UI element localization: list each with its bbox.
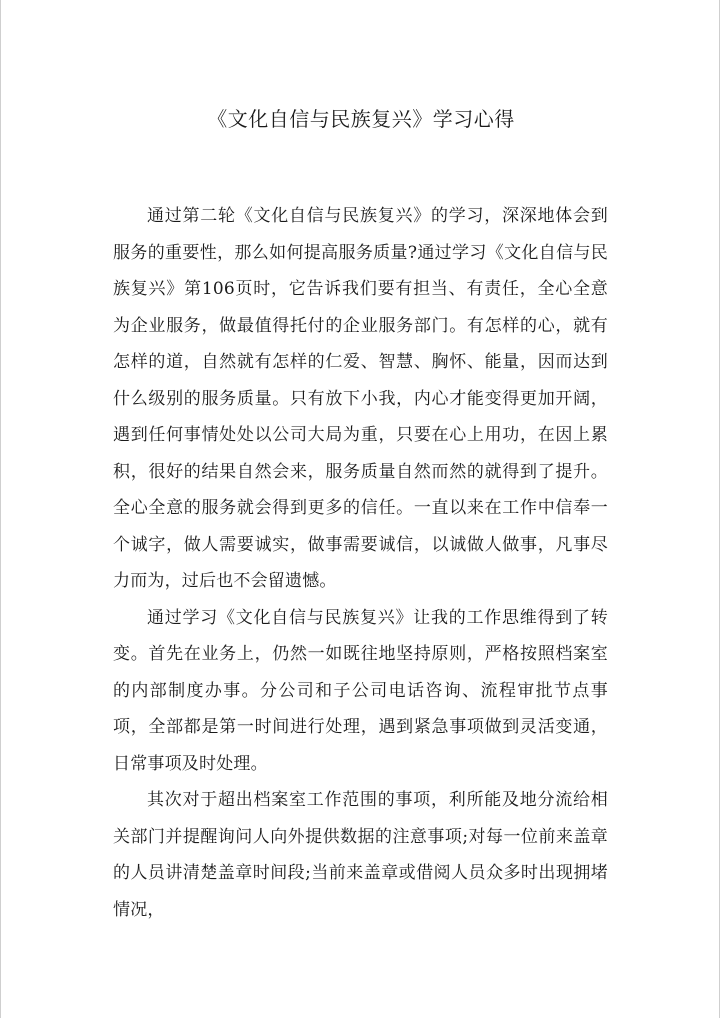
document-title: 《文化自信与民族复兴》学习心得 (207, 107, 515, 131)
paragraph-2: 通过学习《文化自信与民族复兴》让我的工作思维得到了转变。首先在业务上，仍然一如既往地坚持原则，严格按照档案室的内部制度办事。分公司和子公司电话咨询、流程审批节点事项，全部都是第一时间进行处理，遇到紧急事项做到灵活变通，日常事项及时处理。 (113, 607, 608, 774)
paragraph-1: 通过第二轮《文化自信与民族复兴》的学习，深深地体会到服务的重要性，那么如何提高服务质量?通过学习《文化自信与民族复兴》第106页时，它告诉我们要有担当、有责任，全心全意为企业服务，做最值得托付的企业服务部门。有怎样的心，就有怎样的道，自然就有怎样的仁爱、智慧、胸怀、能量，因而达到什么级别的服务质量。只有放下小我，内心才能变得更加开阔，遇到任何事情处处以公司大局为重，只要在心上用功，在因上累积，很好的结果自然会来，服务质量自然而然的就得到了提升。全心全意的服务就会得到更多的信任。一直以来在工作中信奉一个诚字，做人需要诚实，做事需要诚信，以诚做人做事，凡事尽力而为，过后也不会留遗憾。 (113, 206, 608, 591)
document-body (113, 198, 608, 928)
paragraph-3: 其次对于超出档案室工作范围的事项，利所能及地分流给相关部门并提醒询问人向外提供数据的注意事项;对每一位前来盖章的人员讲清楚盖章时间段;当前来盖章或借阅人员众多时出现拥堵情况， (113, 790, 608, 920)
